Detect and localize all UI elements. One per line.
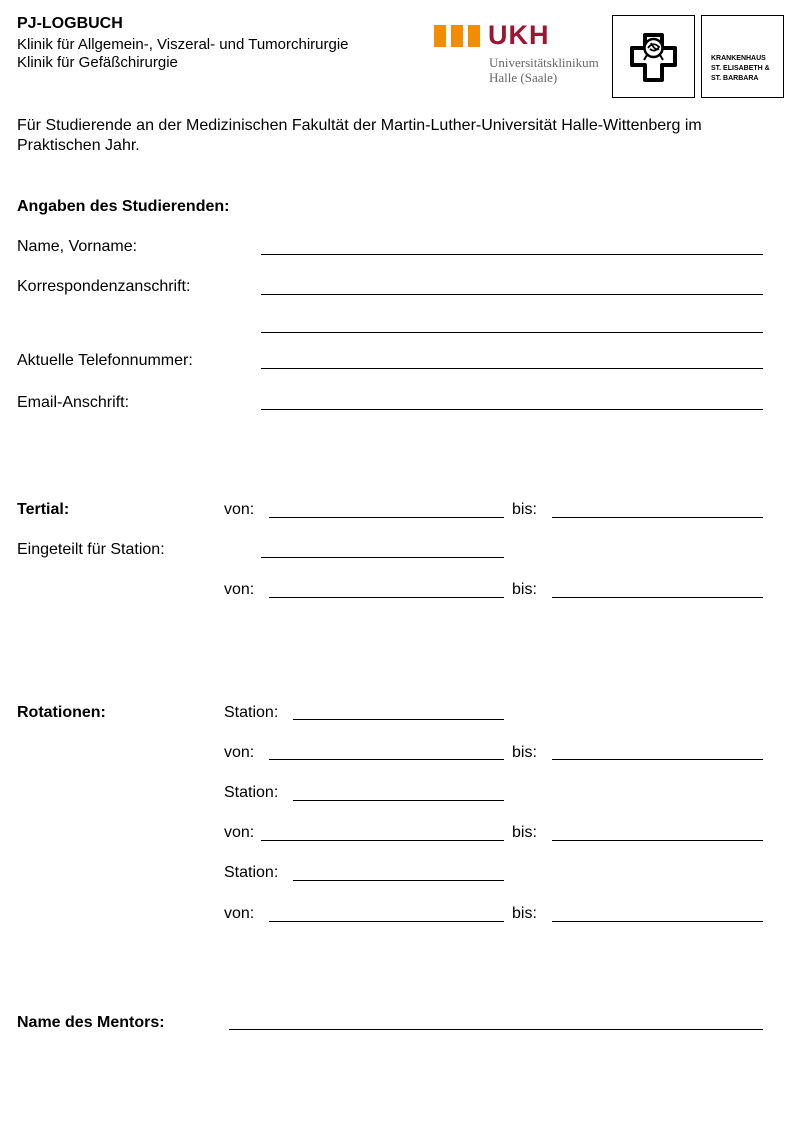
rotationen-heading: Rotationen: [17,704,106,721]
intro-line2: Praktischen Jahr. [17,137,140,154]
krankenhaus-line2: ST. ELISABETH & [711,65,770,72]
station-bis-field[interactable] [552,597,763,598]
name-label: Name, Vorname: [17,238,138,255]
rotation3-von-field[interactable] [269,921,504,922]
name-field[interactable] [261,254,763,255]
phone-label: Aktuelle Telefonnummer: [17,352,193,369]
krankenhaus-line1: KRANKENHAUS [711,55,766,62]
rotation1-station-field[interactable] [293,719,504,720]
rotation3-bis-label: bis: [512,905,537,922]
station-von-field[interactable] [269,597,504,598]
cross-rose-icon [612,15,695,98]
cross-logo-box [612,15,695,98]
mentor-label: Name des Mentors: [17,1014,165,1031]
ukh-bars-icon [434,25,480,47]
station-assigned-field[interactable] [261,557,504,558]
rotation2-bis-label: bis: [512,824,537,841]
phone-field[interactable] [261,368,763,369]
ukh-logo-text: UKH [488,20,550,50]
rotation2-von-field[interactable] [261,840,504,841]
rotation3-von-label: von: [224,905,255,922]
rotation2-bis-field[interactable] [552,840,763,841]
rotation2-von-label: von: [224,824,255,841]
student-heading: Angaben des Studierenden: [17,198,230,215]
rotation2-station-label: Station: [224,784,279,801]
ukh-logo-line2: Halle (Saale) [489,70,558,85]
tertial-bis-field[interactable] [552,517,763,518]
rotation1-bis-label: bis: [512,744,537,761]
rotation3-station-field[interactable] [293,880,504,881]
tertial-von-label: von: [224,501,255,518]
mentor-field[interactable] [229,1029,763,1030]
email-label: Email-Anschrift: [17,394,130,411]
intro-line1: Für Studierende an der Medizinischen Fakultät der Martin-Luther-Universität Halle-Wittenberg im [17,117,702,134]
krankenhaus-logo-box [701,15,784,98]
document-title: PJ-LOGBUCH [17,15,123,32]
rotation1-bis-field[interactable] [552,759,763,760]
ukh-logo-line1: Universitätsklinikum [489,55,599,70]
rotation3-bis-field[interactable] [552,921,763,922]
address-label: Korrespondenzanschrift: [17,278,191,295]
tertial-von-field[interactable] [269,517,504,518]
address-field-line2[interactable] [261,332,763,333]
rotation1-station-label: Station: [224,704,279,721]
address-field-line1[interactable] [261,294,763,295]
rotation2-station-field[interactable] [293,800,504,801]
station-von-label: von: [224,581,255,598]
email-field[interactable] [261,409,763,410]
tertial-heading: Tertial: [17,501,70,518]
rotation3-station-label: Station: [224,864,279,881]
station-bis-label: bis: [512,581,537,598]
rotation1-von-field[interactable] [269,759,504,760]
krankenhaus-line3: ST. BARBARA [711,75,759,82]
tertial-bis-label: bis: [512,501,537,518]
clinic-name-2: Klinik für Gefäßchirurgie [17,54,178,71]
station-assigned-label: Eingeteilt für Station: [17,541,165,558]
clinic-name-1: Klinik für Allgemein-, Viszeral- und Tumorchirurgie [17,36,349,53]
rotation1-von-label: von: [224,744,255,761]
